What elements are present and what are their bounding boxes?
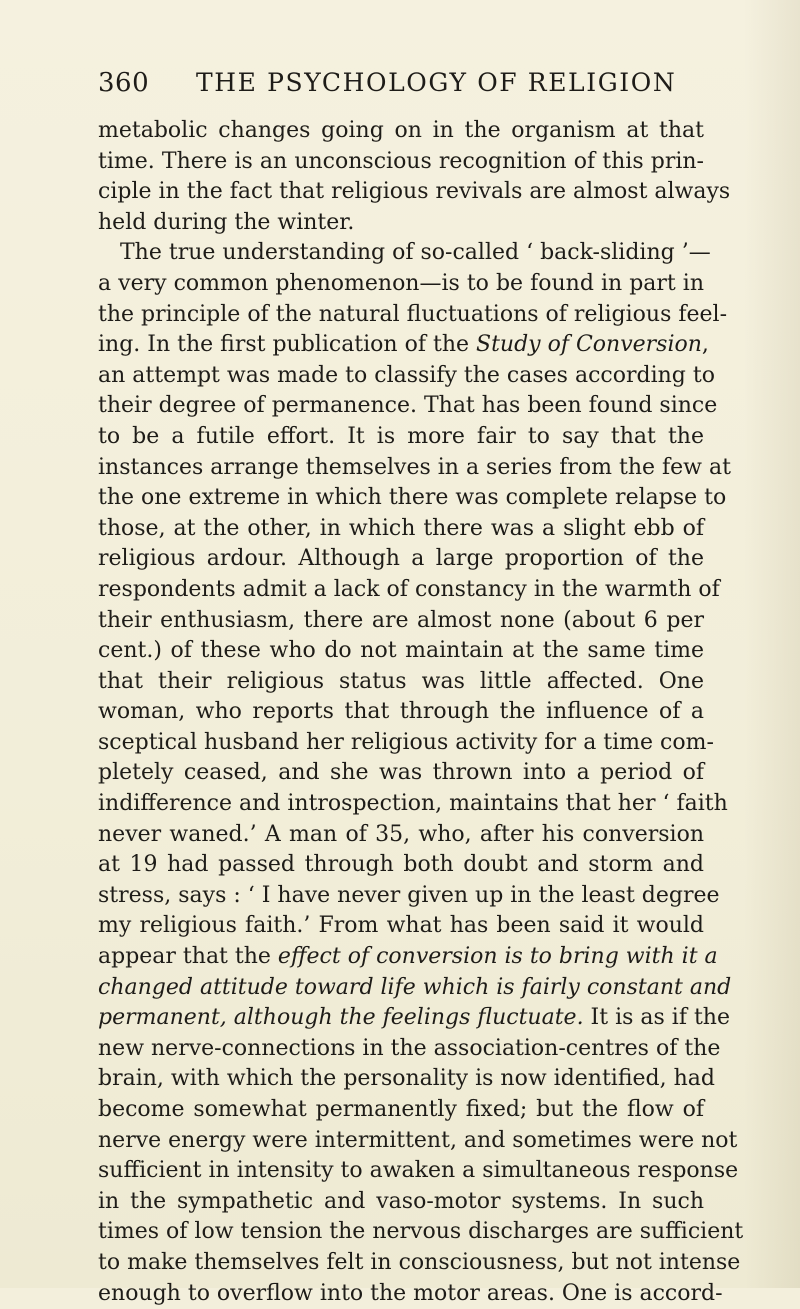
text-line: a very common phenomenon—is to be found in part in <box>98 270 704 296</box>
text-line: new nerve-connections in the association-centres of the <box>98 1035 721 1061</box>
text-line: never waned.’ A man of 35, who, after his conversion <box>98 821 704 847</box>
text-line: nerve energy were intermittent, and sometimes were not <box>98 1127 738 1153</box>
italic-span: effect of conversion is to bring with it a <box>277 944 718 970</box>
text-line <box>98 973 732 1004</box>
text-line: those, at the other, in which there was a slight ebb of <box>98 515 704 541</box>
text-line: the principle of the natural fluctuations of religious feel- <box>98 301 727 327</box>
text-line: sceptical husband her religious activity for a time com- <box>98 729 714 755</box>
text-span: , <box>701 332 709 358</box>
text-line: to be a futile effort. It is more fair to say that the <box>98 423 704 449</box>
text-line: in the sympathetic and vaso-motor systems. In such <box>98 1188 704 1214</box>
text-line: respondents admit a lack of constancy in the warmth of <box>98 576 720 602</box>
text-line <box>98 330 709 361</box>
text-span: ing. In the first publication of the <box>98 332 476 358</box>
running-head: THE PSYCHOLOGY OF RELIGION <box>196 68 677 97</box>
text-line <box>98 1003 730 1034</box>
text-line: held during the winter. <box>98 209 355 235</box>
text-line: become somewhat permanently fixed; but the flow of <box>98 1097 704 1122</box>
italic-span: Study of Conversion <box>476 332 702 358</box>
page-header <box>98 68 698 108</box>
text-line: their enthusiasm, there are almost none (about 6 per <box>98 607 704 633</box>
text-line: stress, says : ‘ I have never given up in the least degree <box>98 882 720 908</box>
text-line: ciple in the fact that religious revivals are almost always <box>98 179 731 205</box>
body-text <box>98 116 744 1309</box>
text-line: times of low tension the nervous discharges are sufficient <box>98 1219 744 1245</box>
text-line: the one extreme in which there was complete relapse to <box>98 485 727 511</box>
text-line: time. There is an unconscious recognition of this prin- <box>98 148 704 174</box>
text-line: sufficient in intensity to awaken a simultaneous response <box>98 1158 739 1184</box>
text-line: religious ardour. Although a large proportion of the <box>98 546 704 572</box>
text-line: at 19 had passed through both doubt and storm and <box>98 852 704 878</box>
text-line: brain, with which the personality is now identified, had <box>98 1066 715 1092</box>
text-line: pletely ceased, and she was thrown into a period of <box>98 760 704 786</box>
text-line <box>98 942 718 973</box>
page-number: 360 <box>98 68 150 98</box>
text-line: The true understanding of so-called ‘ back-sliding ’— <box>120 240 711 266</box>
text-line: their degree of permanence. That has been found since <box>98 393 718 419</box>
text-line: that their religious status was little affected. One <box>98 668 704 694</box>
text-line: indifference and introspection, maintains that her ‘ faith <box>98 791 728 817</box>
text-line: my religious faith.’ From what has been said it would <box>98 913 704 939</box>
italic-span: changed attitude toward life which is fairly constant and <box>98 974 732 1000</box>
text-line: an attempt was made to classify the cases according to <box>98 362 715 388</box>
text-span: appear that the <box>98 944 278 970</box>
text-line: cent.) of these who do not maintain at the same time <box>98 638 704 664</box>
text-span: It is as if the <box>583 1005 730 1031</box>
text-line: to make themselves felt in consciousness, but not intense <box>98 1249 741 1275</box>
text-line: instances arrange themselves in a series from the few at <box>98 454 731 480</box>
italic-span: permanent, although the feelings fluctuate. <box>98 1005 584 1031</box>
text-line: woman, who reports that through the influence of a <box>98 699 704 725</box>
text-line: metabolic changes going on in the organism at that <box>98 118 704 143</box>
text-line: enough to overflow into the motor areas. One is accord- <box>98 1280 723 1306</box>
